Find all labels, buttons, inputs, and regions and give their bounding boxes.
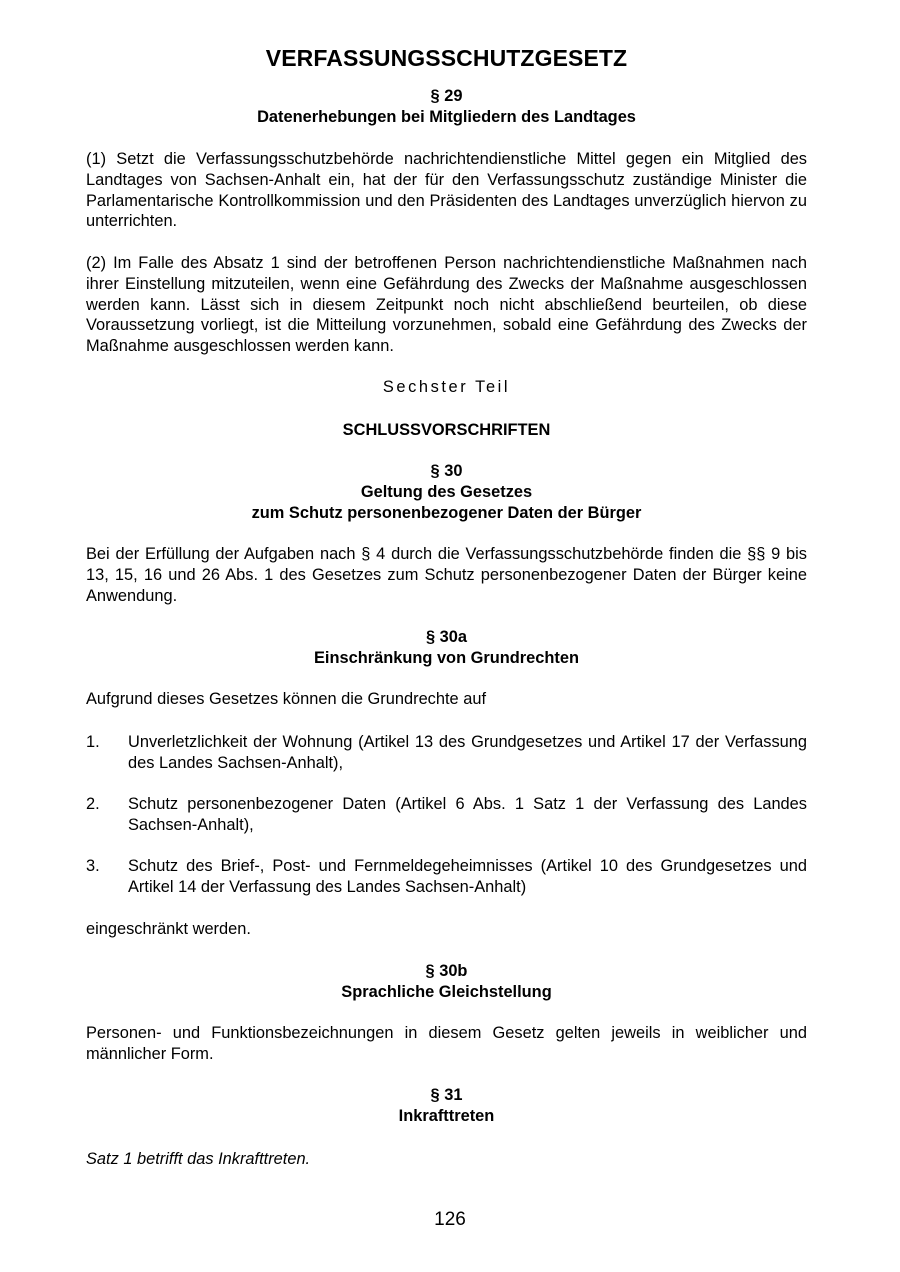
section-29-paragraph-2: (2) Im Falle des Absatz 1 sind der betroffenen Person nachrichtendienstliche Maßnahmen nach ihrer Einstellung mitzuteilen, wenn eine Gefährdung des Zwecks der Maßnahme ausgeschlossen werden kann. Lässt sich in diesem Zeitpunkt noch nicht abschließend beurteilen, ob diese Voraussetzung vorliegt, ist die Mitteilung vorzunehmen, sobald eine Gefährdung des Zwecks der Maßnahme ausgeschlossen werden kann.	[86, 254, 807, 356]
list-item	[86, 856, 807, 898]
section-31-text: Satz 1 betrifft das Inkrafttreten.	[86, 1150, 311, 1168]
document-page	[86, 0, 807, 1272]
list-item-text: Schutz personenbezogener Daten (Artikel 6 Abs. 1 Satz 1 der Verfassung des Landes Sachsen-Anhalt),	[128, 795, 807, 834]
page-number: 126	[434, 1209, 466, 1230]
part-title: SCHLUSSVORSCHRIFTEN	[342, 421, 551, 439]
list-item-number: 3.	[86, 857, 100, 875]
section-31-number: § 31	[430, 1086, 463, 1104]
section-29-paragraph-1: (1) Setzt die Verfassungsschutzbehörde nachrichtendienstliche Mittel gegen ein Mitglied des Landtages von Sachsen-Anhalt ein, hat der für den Verfassungsschutz zuständige Minister die Parlamentarische Kontrollkommission und den Präsidenten des Landtages unverzüglich hiervon zu unterrichten.	[86, 150, 807, 231]
section-29-number: § 29	[430, 87, 463, 105]
section-30a-intro: Aufgrund dieses Gesetzes können die Grundrechte auf	[86, 690, 487, 708]
section-30b-number: § 30b	[425, 962, 468, 980]
part-label: Sechster Teil	[382, 378, 511, 396]
section-30-title-line-2: zum Schutz personenbezogener Daten der Bürger	[251, 504, 642, 522]
section-30b-text: Personen- und Funktionsbezeichnungen in diesem Gesetz gelten jeweils in weiblicher und männlicher Form.	[86, 1024, 807, 1063]
section-30a-number: § 30a	[425, 628, 468, 646]
document-title: VERFASSUNGSSCHUTZGESETZ	[265, 45, 628, 71]
list-item-text: Schutz des Brief-, Post- und Fernmeldegeheimnisses (Artikel 10 des Grundgesetzes und Artikel 14 der Verfassung des Landes Sachsen-Anhalt)	[128, 857, 807, 896]
list-item	[86, 732, 807, 774]
list-item-number: 2.	[86, 795, 100, 813]
section-31-title: Inkrafttreten	[398, 1107, 495, 1125]
section-30-text: Bei der Erfüllung der Aufgaben nach § 4 durch die Verfassungsschutzbehörde finden die §§ 9 bis 13, 15, 16 und 26 Abs. 1 des Gesetzes zum Schutz personenbezogener Daten der Bürger keine Anwendung.	[86, 545, 807, 605]
section-30-title-line-1: Geltung des Gesetzes	[360, 483, 533, 501]
list-item-number: 1.	[86, 733, 100, 751]
section-30b-title: Sprachliche Gleichstellung	[341, 983, 552, 1001]
section-30a-outro: eingeschränkt werden.	[86, 920, 251, 938]
section-30a-title: Einschränkung von Grundrechten	[313, 649, 580, 667]
section-29-title: Datenerhebungen bei Mitgliedern des Landtages	[257, 108, 636, 126]
list-item	[86, 794, 807, 836]
section-30-number: § 30	[430, 462, 463, 480]
list-item-text: Unverletzlichkeit der Wohnung (Artikel 13 des Grundgesetzes und Artikel 17 der Verfassung des Landes Sachsen-Anhalt),	[128, 733, 807, 772]
